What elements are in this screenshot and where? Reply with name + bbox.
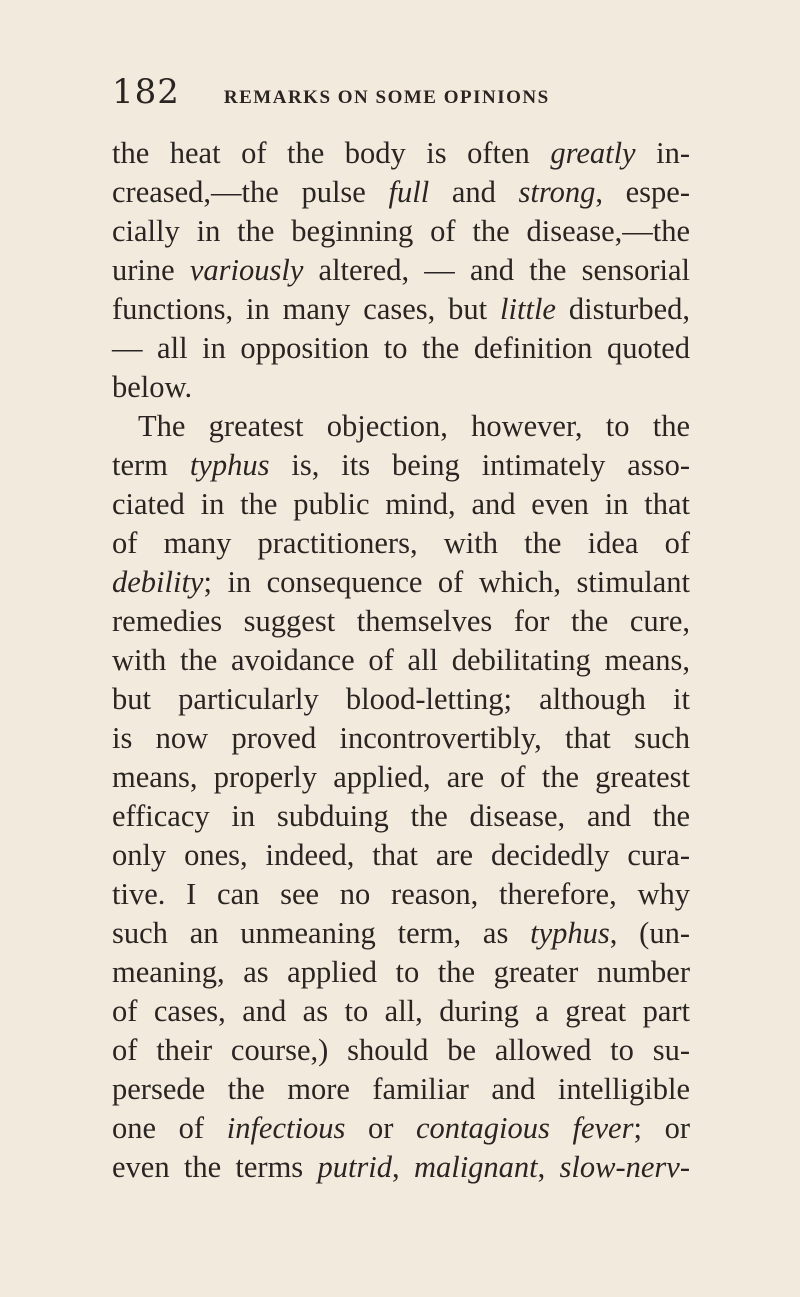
text-line	[112, 797, 690, 836]
text-line	[112, 524, 690, 563]
text-line	[112, 251, 690, 290]
text-line	[112, 329, 690, 368]
italic-text: contagious fever	[416, 1111, 634, 1145]
text-run: altered, — and the sensorial	[303, 253, 691, 287]
text-line	[112, 368, 690, 407]
text-line	[112, 446, 690, 485]
italic-text: slow-nerv-	[559, 1150, 690, 1184]
text-run: of their course,) should be allowed to su-	[112, 1033, 690, 1067]
text-run: ,	[537, 1150, 560, 1184]
italic-text: little	[500, 292, 556, 326]
text-run: disturbed,	[555, 292, 690, 326]
body-text	[112, 134, 690, 1187]
text-line	[112, 953, 690, 992]
text-line	[112, 1148, 690, 1187]
text-run: of many practitioners, with the idea of	[112, 526, 690, 560]
text-run: means, properly applied, are of the greatest	[112, 760, 690, 794]
text-line	[112, 1109, 690, 1148]
italic-text: putrid	[317, 1150, 393, 1184]
text-line	[112, 992, 690, 1031]
text-run: ciated in the public mind, and even in that	[112, 487, 690, 521]
text-run: efficacy in subduing the disease, and the	[112, 799, 690, 833]
text-line	[112, 758, 690, 797]
text-line	[112, 719, 690, 758]
text-run: below.	[112, 370, 193, 404]
text-run: ; in consequence of which, stimulant	[203, 565, 690, 599]
italic-text: debility	[112, 565, 204, 599]
text-run: the heat of the body is often	[112, 136, 551, 170]
italic-text: typhus	[530, 916, 610, 950]
text-run: is now proved incontrovertibly, that such	[112, 721, 690, 755]
text-line	[112, 290, 690, 329]
text-run: urine	[112, 253, 190, 287]
text-line	[112, 1070, 690, 1109]
text-run: cially in the beginning of the disease,—the	[112, 214, 690, 248]
text-run: The greatest objection, however, to the	[138, 409, 690, 443]
text-line	[112, 134, 690, 173]
text-line	[112, 1031, 690, 1070]
text-run: of cases, and as to all, during a great part	[112, 994, 690, 1028]
text-run: in-	[635, 136, 690, 170]
text-line	[112, 680, 690, 719]
page-number: 182	[112, 72, 180, 112]
text-run: meaning, as applied to the greater number	[112, 955, 690, 989]
text-run: with the avoidance of all debilitating means,	[112, 643, 690, 677]
text-line	[112, 563, 690, 602]
text-run: — all in opposition to the definition quoted	[112, 331, 690, 365]
italic-text: malignant	[413, 1150, 538, 1184]
page-header	[112, 72, 632, 112]
italic-text: variously	[189, 253, 304, 287]
text-run: , (un-	[609, 916, 690, 950]
italic-text: typhus	[189, 448, 270, 482]
text-run: creased,—the pulse	[112, 175, 389, 209]
text-line	[112, 212, 690, 251]
text-run: tive. I can see no reason, therefore, why	[112, 877, 690, 911]
text-run: one of	[112, 1111, 227, 1145]
text-run: functions, in many cases, but	[112, 292, 501, 326]
text-run: and	[429, 175, 519, 209]
text-line	[112, 641, 690, 680]
running-head: REMARKS ON SOME OPINIONS	[223, 87, 550, 108]
text-run: remedies suggest themselves for the cure,	[112, 604, 690, 638]
text-run: ; or	[633, 1111, 690, 1145]
text-run: only ones, indeed, that are decidedly cura-	[112, 838, 690, 872]
text-run: ,	[392, 1150, 414, 1184]
text-line	[112, 602, 690, 641]
text-run: such an unmeaning term, as	[112, 916, 531, 950]
text-run: persede the more familiar and intelligible	[112, 1072, 690, 1106]
text-line	[112, 173, 690, 212]
italic-text: infectious	[226, 1111, 346, 1145]
text-line	[112, 485, 690, 524]
text-run: , espe-	[595, 175, 690, 209]
italic-text: full	[388, 175, 430, 209]
text-run: term	[112, 448, 190, 482]
text-run: even the terms	[112, 1150, 318, 1184]
italic-text: strong	[518, 175, 596, 209]
text-run: or	[345, 1111, 417, 1145]
text-line	[112, 407, 690, 446]
italic-text: greatly	[550, 136, 636, 170]
text-line	[112, 914, 690, 953]
text-line	[112, 875, 690, 914]
text-run: is, its being intimately asso-	[269, 448, 690, 482]
text-line	[112, 836, 690, 875]
text-run: but particularly blood-letting; although it	[112, 682, 690, 716]
